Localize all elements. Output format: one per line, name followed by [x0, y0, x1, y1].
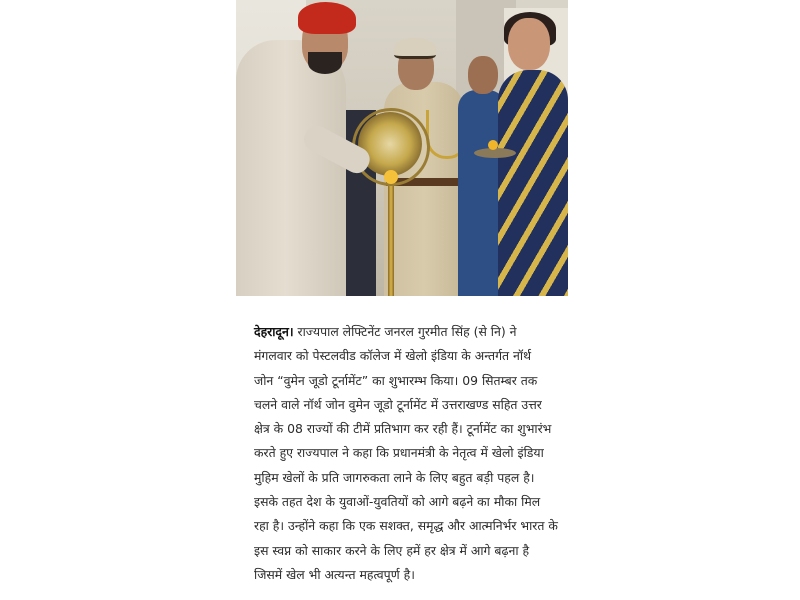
article-dateline: देहरादून।: [254, 324, 294, 339]
article-line-7: मुहिम खेलों के प्रति जागरुकता लाने के लिए बहुत बड़ी पहल है।: [254, 469, 535, 485]
news-photo: [236, 0, 568, 296]
photo-navy-head: [468, 56, 498, 94]
photo-plate-flame: [488, 140, 498, 150]
article-line-2: मंगलवार को पेस्टलवीड कॉलेज में खेलो इंडिया के अन्तर्गत नॉर्थ: [254, 348, 532, 364]
photo-governor-turban: [298, 2, 356, 34]
photo-woman-head: [508, 18, 550, 70]
article-line-11: जिसमें खेल भी अत्यन्त महत्वपूर्ण है।: [254, 566, 415, 582]
article-line-6: करते हुए राज्यपाल ने कहा कि प्रधानमंत्री के नेतृत्व में खेलो इंडिया: [254, 445, 544, 461]
photo-governor-beard: [308, 52, 342, 74]
article-line-5: क्षेत्र के 08 राज्यों की टीमें प्रतिभाग कर रही हैं। टूर्नामेंट का शुभारंभ: [254, 421, 552, 437]
photo-person-woman-saree: [498, 70, 568, 296]
article-line-8: इसके तहत देश के युवाओं-युवतियों को आगे बढ़ने का मौका मिल: [254, 494, 541, 510]
photo-lamp-flame: [384, 170, 398, 184]
photo-officer-cap: [394, 38, 436, 59]
article-body: [254, 320, 558, 587]
article-line-9: रहा है। उन्होंने कहा कि एक सशक्त, समृद्ध और आत्मनिर्भर भारत के: [254, 518, 558, 534]
article-line-4: चलने वाले नॉर्थ जोन वुमेन जूडो टूर्नामेंट में उत्तराखण्ड सहित उत्तर: [254, 396, 542, 412]
photo-person-governor: [236, 40, 346, 296]
article-line-3: जोन “वुमेन जूडो टूर्नामेंट” का शुभारम्भ किया। 09 सितम्बर तक: [254, 372, 538, 388]
article-line-text: राज्यपाल लेफ्टिनेंट जनरल गुरमीत सिंह (से नि) ने: [293, 324, 517, 339]
article-line-1: [254, 320, 554, 344]
photo-lamp-peacock: [358, 112, 422, 176]
article-line-10: इस स्वप्न को साकार करने के लिए हमें हर क्षेत्र में आगे बढ़ना है: [254, 542, 530, 558]
